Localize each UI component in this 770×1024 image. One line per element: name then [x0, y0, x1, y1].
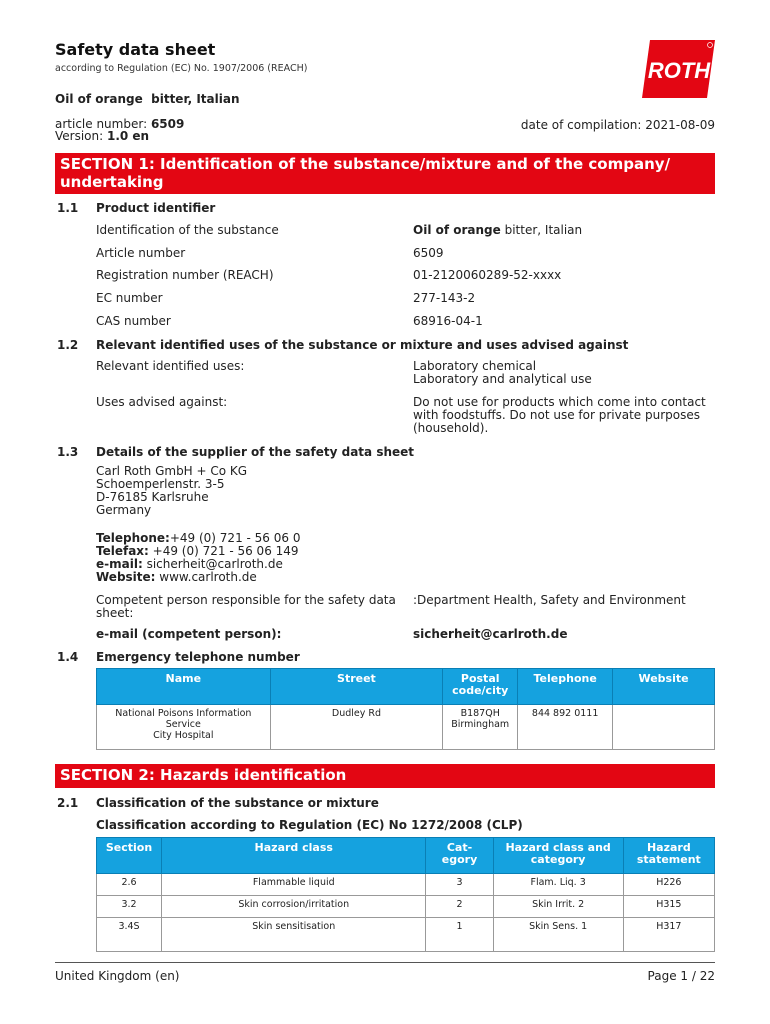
cell-statement: H315 — [623, 896, 714, 918]
email: e-mail: sicherheit@carlroth.de — [96, 557, 283, 571]
table-row — [97, 896, 715, 918]
telephone: Telephone:+49 (0) 721 - 56 06 0 — [96, 531, 301, 545]
cell-website — [613, 705, 715, 750]
cell-class-category: Flam. Liq. 3 — [493, 874, 623, 896]
column-header: Hazard class and category — [493, 838, 623, 874]
cell-hazard-class: Skin corrosion/irritation — [162, 896, 426, 918]
email-competent-label: e-mail (competent person): — [96, 627, 282, 641]
website: Website: www.carlroth.de — [96, 570, 257, 584]
ec-number-value: 277-143-2 — [413, 291, 476, 305]
table-row — [97, 705, 715, 750]
competent-person-label: Competent person responsible for the safety data sheet: — [96, 593, 396, 620]
cell-postal: B187QH Birmingham — [443, 705, 518, 750]
roth-logo — [642, 40, 715, 98]
article-number-value: 6509 — [413, 246, 444, 260]
relevant-uses-label: Relevant identified uses: — [96, 359, 245, 373]
table-row — [97, 918, 715, 952]
email-competent-value: sicherheit@carlroth.de — [413, 627, 568, 641]
product-name: Oil of orange bitter, Italian — [55, 92, 240, 106]
subsection-title: Details of the supplier of the safety data sheet — [96, 445, 415, 459]
cell-category: 3 — [426, 874, 493, 896]
column-header: Telephone — [518, 669, 613, 705]
subsection-number: 1.2 — [57, 338, 79, 352]
identification-label: Identification of the substance — [96, 223, 279, 237]
cell-category: 1 — [426, 918, 493, 952]
classification-heading: Classification according to Regulation (EC) No 1272/2008 (CLP) — [96, 818, 523, 832]
column-header: Website — [613, 669, 715, 705]
subsection-title: Classification of the substance or mixture — [96, 796, 379, 810]
relevant-uses-value: Laboratory chemical Laboratory and analytical use — [413, 359, 592, 386]
column-header: Postal code/city — [443, 669, 518, 705]
section-1-heading: SECTION 1: Identification of the substance/mixture and of the company/ undertaking — [55, 153, 715, 194]
article-number: article number: 6509 — [55, 117, 185, 131]
cell-class-category: Skin Sens. 1 — [493, 918, 623, 952]
document-title: Safety data sheet — [55, 40, 216, 59]
registration-number-label: Registration number (REACH) — [96, 268, 274, 282]
column-header: Cat-egory — [426, 838, 493, 874]
cell-category: 2 — [426, 896, 493, 918]
page-number: Page 1 / 22 — [647, 969, 715, 983]
cell-class-category: Skin Irrit. 2 — [493, 896, 623, 918]
logo-text: ROTH — [647, 58, 711, 83]
subsection-number: 2.1 — [57, 796, 79, 810]
section-2-heading: SECTION 2: Hazards identification — [55, 764, 715, 788]
ec-number-label: EC number — [96, 291, 163, 305]
cas-number-label: CAS number — [96, 314, 171, 328]
cell-name: National Poisons Information Service City Hospital — [97, 705, 271, 750]
subsection-title: Product identifier — [96, 201, 216, 215]
cell-section: 3.2 — [97, 896, 162, 918]
subsection-title: Emergency telephone number — [96, 650, 300, 664]
column-header: Hazard class — [162, 838, 426, 874]
table-row — [97, 874, 715, 896]
uses-advised-against-value: Do not use for products which come into contact with foodstuffs. Do not use for private purposes (household). — [413, 395, 706, 435]
subsection-number: 1.3 — [57, 445, 79, 459]
subsection-number: 1.1 — [57, 201, 79, 215]
supplier-contacts — [96, 532, 300, 584]
column-header: Street — [270, 669, 443, 705]
cell-section: 2.6 — [97, 874, 162, 896]
subsection-number: 1.4 — [57, 650, 79, 664]
article-number-label: Article number — [96, 246, 186, 260]
footer-divider — [55, 962, 715, 963]
footer-country: United Kingdom (en) — [55, 969, 180, 983]
cell-street: Dudley Rd — [270, 705, 443, 750]
cell-telephone: 844 892 0111 — [518, 705, 613, 750]
classification-table — [96, 837, 715, 952]
date-of-compilation: date of compilation: 2021-08-09 — [520, 118, 715, 132]
telefax: Telefax: +49 (0) 721 - 56 06 149 — [96, 544, 299, 558]
cell-hazard-class: Flammable liquid — [162, 874, 426, 896]
document-subtitle: according to Regulation (EC) No. 1907/2006 (REACH) — [55, 63, 308, 74]
registration-number-value: 01-2120060289-52-xxxx — [413, 268, 562, 282]
subsection-title: Relevant identified uses of the substance or mixture and uses advised against — [96, 338, 629, 352]
cell-section: 3.4S — [97, 918, 162, 952]
emergency-contacts-table — [96, 668, 715, 750]
cell-statement: H317 — [623, 918, 714, 952]
column-header: Name — [97, 669, 271, 705]
uses-advised-against-label: Uses advised against: — [96, 395, 228, 409]
cell-hazard-class: Skin sensitisation — [162, 918, 426, 952]
identification-value: Oil of orange bitter, Italian — [413, 223, 583, 237]
version: Version: 1.0 en — [55, 129, 150, 143]
supplier-address: Carl Roth GmbH + Co KG Schoemperlenstr. 3-5 D-76185 Karlsruhe Germany — [96, 464, 248, 517]
cas-number-value: 68916-04-1 — [413, 314, 483, 328]
column-header: Hazard statement — [623, 838, 714, 874]
cell-statement: H226 — [623, 874, 714, 896]
column-header: Section — [97, 838, 162, 874]
competent-person-value: :Department Health, Safety and Environment — [413, 593, 686, 607]
